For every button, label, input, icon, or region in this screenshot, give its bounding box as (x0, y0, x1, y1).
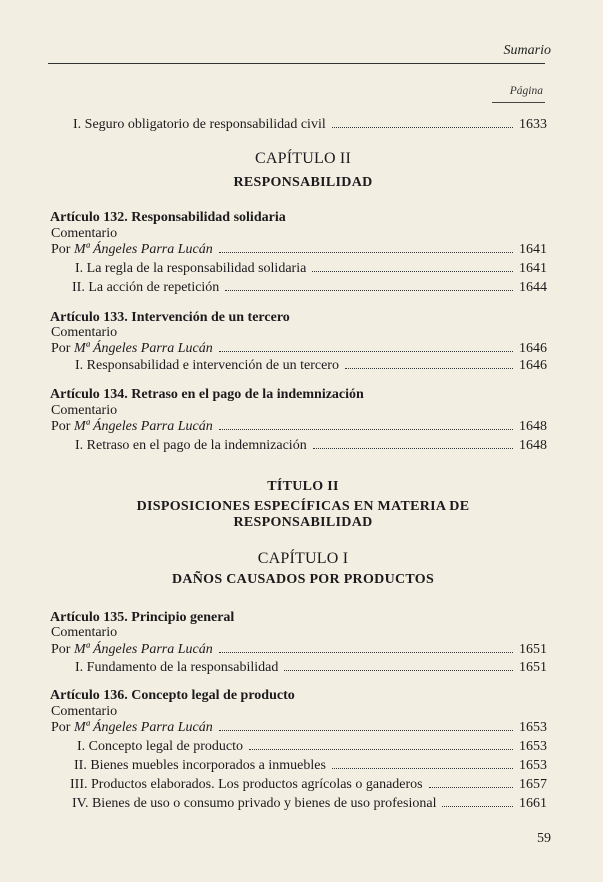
dot-leader (249, 738, 513, 750)
toc-entry-label: II. Bienes muebles incorporados a inmuebles (74, 758, 326, 773)
dot-leader (313, 437, 513, 449)
dot-leader (345, 357, 513, 369)
toc-entry-label: IV. Bienes de uso o consumo privado y bienes de uso profesional (72, 796, 437, 811)
chapter-title: RESPONSABILIDAD (233, 175, 373, 190)
toc-entry-author[interactable] (51, 641, 547, 659)
toc-entry-label: I. Retraso en el pago de la indemnización (75, 438, 307, 453)
dot-leader (429, 776, 513, 788)
comentario-label: Comentario (51, 226, 118, 241)
dot-leader (332, 116, 513, 128)
comentario-label: Comentario (51, 704, 118, 719)
toc-entry[interactable] (73, 116, 547, 134)
toc-entry-page: 1653 (519, 758, 547, 773)
header-rule (48, 63, 545, 64)
toc-entry-label: III. Productos elaborados. Los productos agrícolas o ganaderos (70, 777, 423, 792)
por-label: Por (51, 242, 74, 257)
toc-entry-label: I. Concepto legal de producto (77, 739, 244, 754)
toc-entry[interactable] (72, 279, 547, 297)
toc-entry-page: 1633 (519, 117, 547, 132)
dot-leader (219, 418, 513, 430)
page-number: 59 (537, 831, 551, 846)
toc-entry-label: I. Seguro obligatorio de responsabilidad civil (73, 117, 326, 132)
toc-entry-page: 1648 (519, 419, 547, 434)
toc-entry-author[interactable] (51, 241, 547, 259)
toc-entry-page: 1646 (519, 358, 547, 373)
dot-leader (332, 757, 513, 769)
toc-entry-page: 1651 (519, 642, 547, 657)
toc-entry-page: 1653 (519, 739, 547, 754)
toc-entry-page: 1653 (519, 720, 547, 735)
author-name: Mª Ángeles Parra Lucán (73, 720, 213, 735)
article-heading[interactable]: Artículo 133. Intervención de un tercero (50, 310, 290, 325)
toc-entry-label: II. La acción de repetición (72, 280, 220, 295)
toc-entry[interactable] (70, 776, 547, 794)
toc-entry-page: 1651 (519, 660, 547, 675)
title-subheading: DISPOSICIONES ESPECÍFICAS EN MATERIA DE (136, 499, 470, 514)
chapter-heading: CAPÍTULO II (255, 150, 351, 167)
dot-leader (284, 659, 513, 671)
chapter-heading: CAPÍTULO I (257, 550, 349, 567)
dot-leader (225, 279, 513, 291)
toc-entry[interactable] (72, 795, 547, 813)
comentario-label: Comentario (51, 625, 118, 640)
article-heading[interactable]: Artículo 136. Concepto legal de producto (50, 688, 295, 703)
chapter-title: DAÑOS CAUSADOS POR PRODUCTOS (171, 572, 435, 587)
comentario-label: Comentario (51, 325, 118, 340)
toc-entry-page: 1661 (519, 796, 547, 811)
toc-entry[interactable] (74, 757, 547, 775)
column-heading-pagina: Página (509, 85, 543, 97)
toc-entry[interactable] (75, 437, 547, 455)
toc-entry-page: 1646 (519, 341, 547, 356)
article-heading[interactable]: Artículo 132. Responsabilidad solidaria (50, 210, 286, 225)
toc-entry-label: I. Responsabilidad e intervención de un tercero (75, 358, 339, 373)
dot-leader (312, 260, 513, 272)
author-name: Mª Ángeles Parra Lucán (73, 419, 213, 434)
toc-entry-page: 1644 (519, 280, 547, 295)
por-label: Por (51, 720, 74, 735)
toc-entry-page: 1641 (519, 261, 547, 276)
article-heading[interactable]: Artículo 134. Retraso en el pago de la indemnización (50, 387, 364, 402)
toc-entry[interactable] (75, 357, 547, 375)
dot-leader (219, 340, 513, 352)
article-heading[interactable]: Artículo 135. Principio general (50, 610, 235, 625)
dot-leader (219, 641, 513, 653)
comentario-label: Comentario (51, 403, 118, 418)
author-name: Mª Ángeles Parra Lucán (73, 242, 213, 257)
por-label: Por (51, 642, 74, 657)
toc-entry[interactable] (75, 659, 547, 677)
title-subheading: RESPONSABILIDAD (233, 515, 373, 530)
toc-entry-author[interactable] (51, 340, 547, 358)
toc-entry[interactable] (75, 260, 547, 278)
toc-entry-page: 1641 (519, 242, 547, 257)
toc-entry-page: 1657 (519, 777, 547, 792)
toc-entry-label: I. Fundamento de la responsabilidad (75, 660, 279, 675)
toc-entry[interactable] (77, 738, 547, 756)
toc-entry-author[interactable] (51, 418, 547, 436)
toc-entry-page: 1648 (519, 438, 547, 453)
running-head: Sumario (503, 43, 551, 58)
dot-leader (442, 795, 513, 807)
dot-leader (219, 241, 513, 253)
toc-entry-author[interactable] (51, 719, 547, 737)
por-label: Por (51, 419, 74, 434)
title-heading: TÍTULO II (267, 479, 339, 494)
author-name: Mª Ángeles Parra Lucán (73, 642, 213, 657)
por-label: Por (51, 341, 74, 356)
dot-leader (219, 719, 513, 731)
author-name: Mª Ángeles Parra Lucán (73, 341, 213, 356)
toc-entry-label: I. La regla de la responsabilidad solidaria (75, 261, 307, 276)
column-heading-rule (492, 102, 545, 103)
